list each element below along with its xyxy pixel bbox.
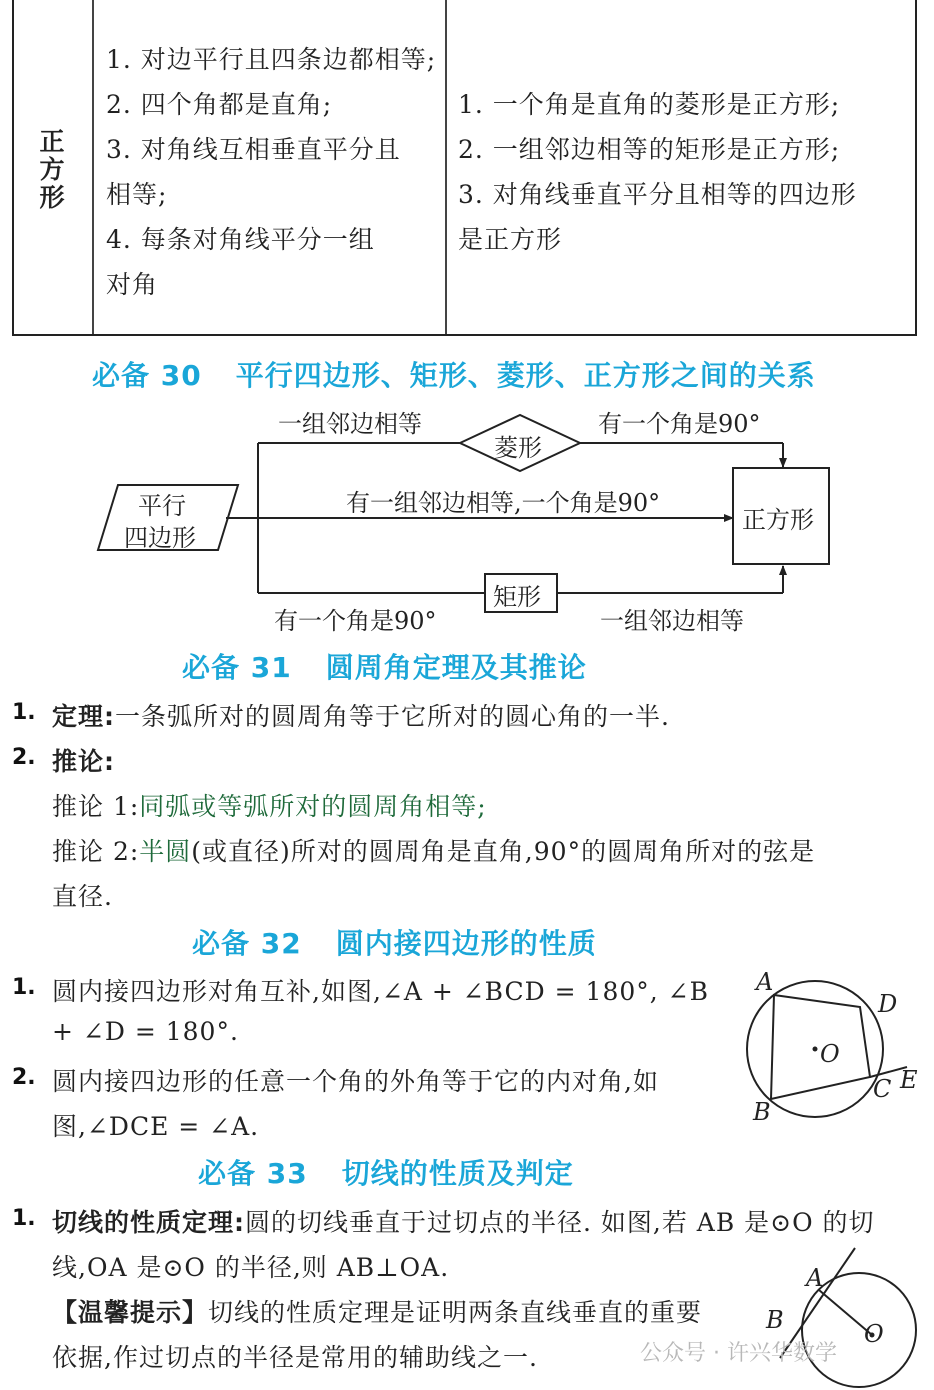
property-line: 1. 对边平行且四条边都相等; [106,45,437,74]
table-divider [92,0,94,334]
point-label-e: E [900,1066,918,1094]
edge-label: 一组邻边相等 [278,410,422,438]
edge-label: 一组邻边相等 [600,607,744,635]
table-row-header: 正 方 形 [39,127,65,212]
rhombus-label: 菱形 [494,434,542,462]
point-label-b: B [766,1306,784,1334]
item-number: 1. [12,975,36,1000]
corollary-2-cont: 直径. [52,882,113,911]
point-label-c: C [873,1075,892,1103]
point-label-a: A [756,968,774,996]
item-number: 1. [12,700,36,725]
edge-label: 有一个角是90° [598,410,761,438]
property-line: 3. 对角线互相垂直平分且 [106,135,401,164]
item-number: 1. [12,1206,36,1231]
square-label: 正方形 [742,506,814,534]
property-line: 对角 [106,270,159,299]
tangent-theorem-line: 切线的性质定理:圆的切线垂直于过切点的半径. 如图,若 AB 是⊙O 的切 [52,1208,875,1237]
criteria-line: 3. 对角线垂直平分且相等的四边形 [458,180,857,209]
section-33-heading: 必备 33 切线的性质及判定 [198,1157,574,1190]
tip-line: 依据,作过切点的半径是常用的辅助线之一. [52,1343,538,1372]
corollary-heading: 推论: [52,747,115,776]
item-number: 2. [12,1065,36,1090]
point-label-o: O [864,1320,884,1348]
edge-label: 有一组邻边相等,一个角是90° [346,489,661,517]
property-text: 圆内接四边形的任意一个角的外角等于它的内对角,如 [52,1067,659,1096]
property-text: 图,∠DCE = ∠A. [52,1112,260,1141]
property-line: 相等; [106,180,168,209]
property-line: 4. 每条对角线平分一组 [106,225,375,254]
section-32-heading: 必备 32 圆内接四边形的性质 [192,927,597,960]
edge-label: 有一个角是90° [274,607,437,635]
parallelogram-label: 平行 [138,492,186,520]
parallelogram-label: 四边形 [124,524,196,552]
rectangle-label: 矩形 [493,583,541,611]
tip-line: 【温馨提示】切线的性质定理是证明两条直线垂直的重要 [52,1298,703,1327]
corollary-2: 推论 2:半圆(或直径)所对的圆周角是直角,90°的圆周角所对的弦是 [52,837,816,866]
watermark: 公众号 · 许兴华数学 [640,1341,837,1366]
corollary-1: 推论 1:同弧或等弧所对的圆周角相等; [52,792,487,821]
criteria-line: 是正方形 [458,225,563,254]
table-divider [445,0,447,334]
property-line: 2. 四个角都是直角; [106,90,333,119]
tangent-figure [760,1240,934,1390]
item-number: 2. [12,745,36,770]
criteria-line: 2. 一组邻边相等的矩形是正方形; [458,135,841,164]
property-text: 圆内接四边形对角互补,如图,∠A + ∠BCD = 180°, ∠B [52,977,709,1006]
property-text: + ∠D = 180°. [52,1017,239,1046]
point-label-b: B [753,1098,771,1126]
criteria-line: 1. 一个角是直角的菱形是正方形; [458,90,841,119]
point-label-d: D [878,990,898,1018]
section-31-heading: 必备 31 圆周角定理及其推论 [182,651,587,684]
section-30-heading: 必备 30 平行四边形、矩形、菱形、正方形之间的关系 [92,359,816,392]
point-label-o: O [820,1040,840,1068]
point-label-a: A [806,1264,824,1292]
theorem-line: 定理:一条弧所对的圆周角等于它所对的圆心角的一半. [52,702,670,731]
tangent-theorem-line: 线,OA 是⊙O 的半径,则 AB⊥OA. [52,1253,450,1282]
